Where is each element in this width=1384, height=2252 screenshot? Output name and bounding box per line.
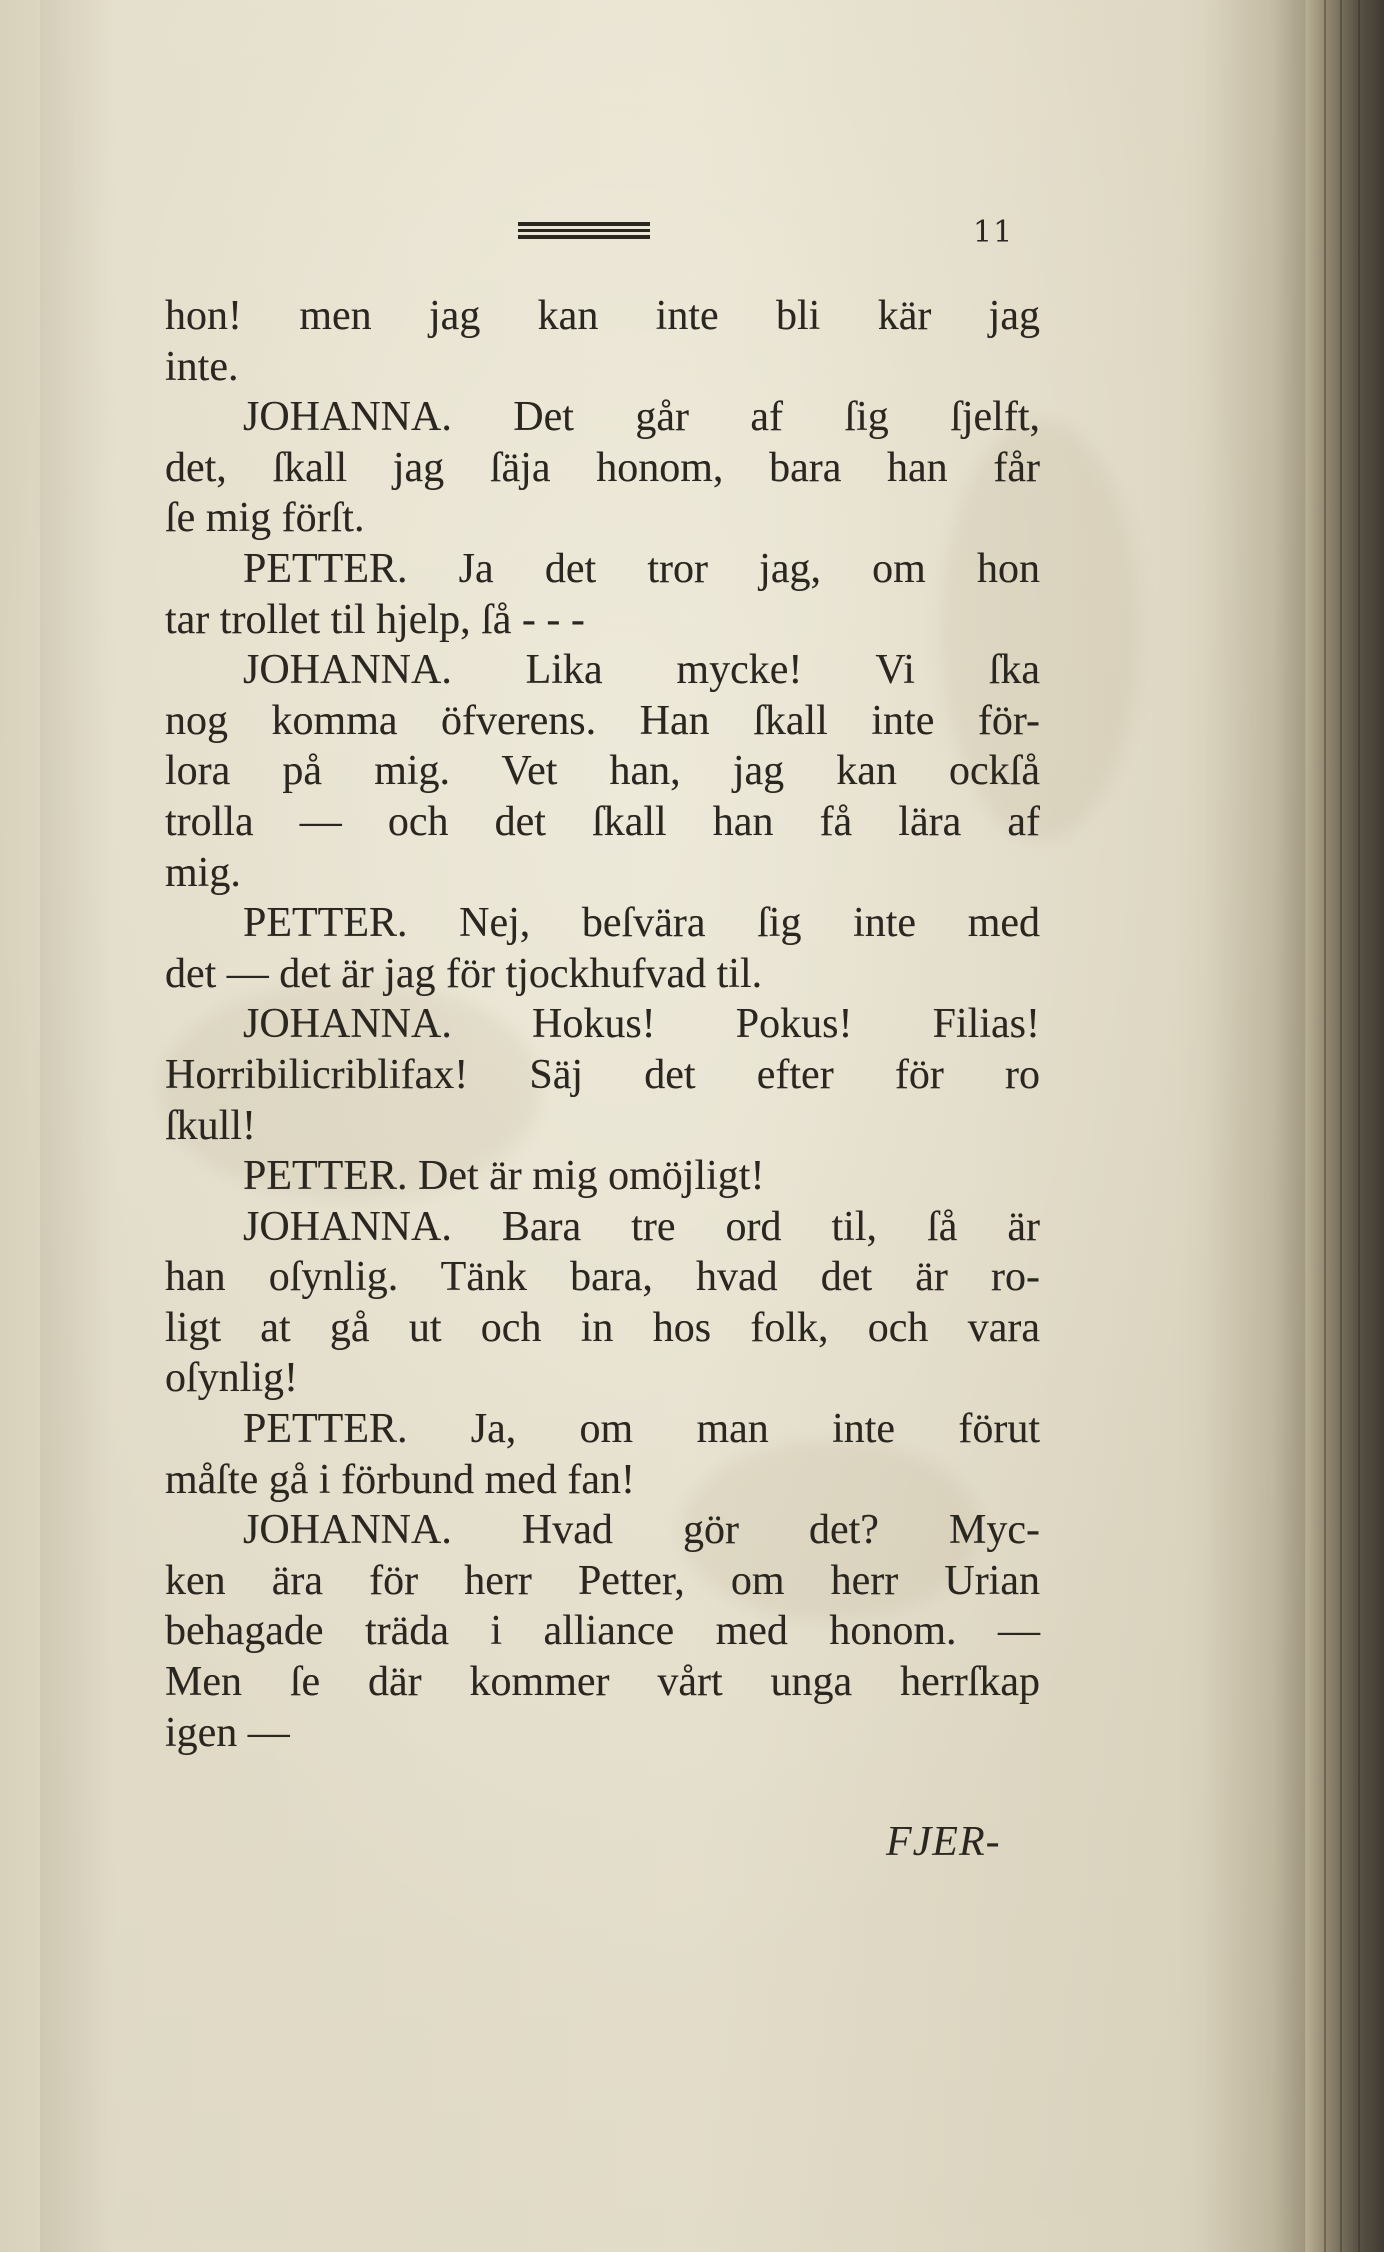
text-line: mig. <box>165 849 241 896</box>
text-line: JOHANNA. Lika mycke! Vi ſka <box>243 647 1040 694</box>
text-line: JOHANNA. Hvad gör det? Myc- <box>243 1507 1040 1554</box>
text-line: ken ära för herr Petter, om herr Urian <box>165 1557 1040 1604</box>
text-line: PETTER. Det är mig omöjligt! <box>243 1153 765 1200</box>
text-line: nog komma öfverens. Han ſkall inte för- <box>165 697 1040 744</box>
body-text <box>165 291 1040 1758</box>
text-line: det, ſkall jag ſäja honom, bara han får <box>165 444 1040 491</box>
text-line: Horribilicriblifax! Säj det efter för ro <box>165 1051 1040 1098</box>
text-line: PETTER. Ja det tror jag, om hon <box>243 545 1040 592</box>
page-header <box>518 215 1023 262</box>
text-line: JOHANNA. Bara tre ord til, ſå är <box>243 1203 1040 1250</box>
text-line: det — det är jag för tjockhufvad til. <box>165 950 763 997</box>
text-line: igen — <box>165 1709 290 1756</box>
page-edge <box>1306 0 1384 2252</box>
text-line: ſkull! <box>165 1102 256 1149</box>
text-line: JOHANNA. Det går af ſig ſjelft, <box>243 394 1040 441</box>
text-line: PETTER. Ja, om man inte förut <box>243 1406 1040 1453</box>
text-line: JOHANNA. Hokus! Pokus! Filias! <box>243 1001 1040 1048</box>
text-line: inte. <box>165 343 239 390</box>
text-line: behagade träda i alliance med honom. — <box>165 1608 1040 1655</box>
header-rule <box>518 222 650 240</box>
text-line: hon! men jag kan inte bli kär jag <box>165 293 1040 339</box>
page-number: 11 <box>973 215 1014 250</box>
text-line: måſte gå i förbund med fan! <box>165 1456 635 1503</box>
text-line: Men ſe där kommer vårt unga herrſkap <box>165 1659 1040 1706</box>
book-page <box>40 0 1305 2252</box>
text-line: ſe mig förſt. <box>165 495 365 542</box>
text-line: trolla — och det ſkall han få lära af <box>165 798 1040 845</box>
text-line: tar trollet til hjelp, ſå - - - <box>165 596 585 643</box>
text-line: oſynlig! <box>165 1355 298 1402</box>
text-line: lora på mig. Vet han, jag kan ockſå <box>165 748 1040 795</box>
text-line: PETTER. Nej, beſvära ſig inte med <box>243 900 1040 947</box>
text-line: ligt at gå ut och in hos folk, och vara <box>165 1304 1040 1351</box>
catchword: FJER- <box>886 1819 1001 1865</box>
text-line: han oſynlig. Tänk bara, hvad det är ro- <box>165 1254 1040 1301</box>
